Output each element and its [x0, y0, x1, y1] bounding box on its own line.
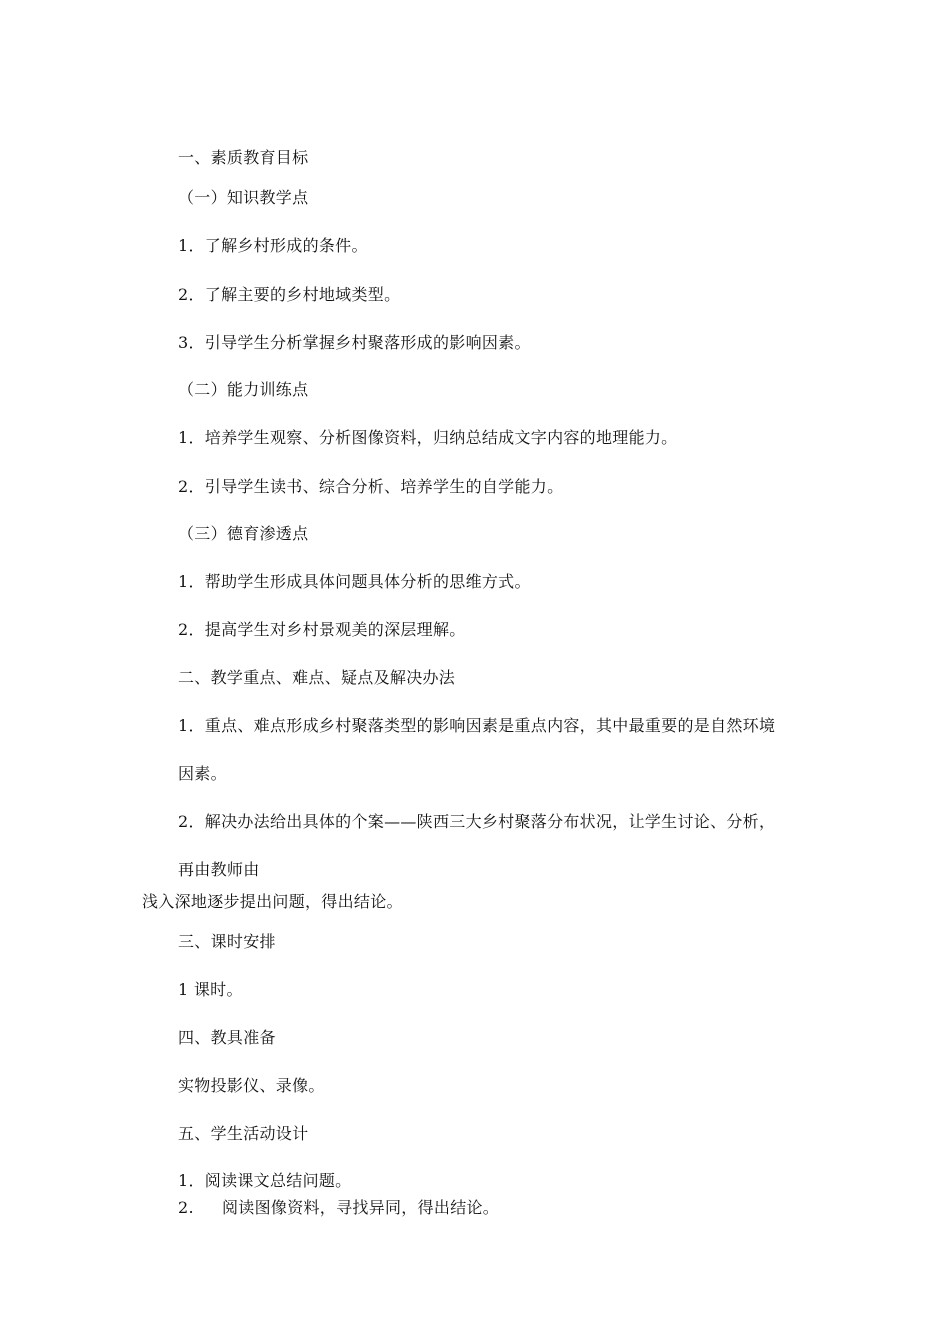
- moral-item-2: 2．提高学生对乡村景观美的深层理解。: [178, 620, 466, 639]
- class-hours: 1 课时。: [178, 980, 243, 999]
- knowledge-item-1: 1．了解乡村形成的条件。: [178, 236, 368, 255]
- subsection-heading-moral: （三）德育渗透点: [178, 524, 309, 543]
- key-points-item-1-cont: 因素。: [178, 764, 227, 783]
- activity-item-2-number: 2.: [178, 1198, 194, 1217]
- solution-item-2-cont: 再由教师由: [178, 860, 260, 879]
- section-heading-2: 二、教学重点、难点、疑点及解决办法: [178, 668, 456, 687]
- subsection-heading-knowledge: （一）知识教学点: [178, 188, 309, 207]
- activity-item-1: 1．阅读课文总结问题。: [178, 1171, 352, 1190]
- activity-item-2-text: 阅读图像资料，寻找异同，得出结论。: [222, 1198, 500, 1217]
- activity-item-2: [178, 1198, 499, 1218]
- section-heading-3: 三、课时安排: [178, 932, 276, 951]
- section-heading-4: 四、教具准备: [178, 1028, 276, 1047]
- knowledge-item-3: 3．引导学生分析掌握乡村聚落形成的影响因素。: [178, 333, 531, 352]
- moral-item-1: 1．帮助学生形成具体问题具体分析的思维方式。: [178, 572, 531, 591]
- solution-item-2-cont-2: 浅入深地逐步提出问题，得出结论。: [142, 892, 403, 911]
- ability-item-2: 2．引导学生读书、综合分析、培养学生的自学能力。: [178, 477, 564, 496]
- subsection-heading-ability: （二）能力训练点: [178, 380, 309, 399]
- section-heading-1: 一、素质教育目标: [178, 148, 309, 167]
- knowledge-item-2: 2．了解主要的乡村地域类型。: [178, 285, 401, 304]
- solution-item-2: 2．解决办法给出具体的个案——陕西三大乡村聚落分布状况，让学生讨论、分析，: [178, 812, 776, 831]
- teaching-aids: 实物投影仪、录像。: [178, 1076, 325, 1095]
- section-heading-5: 五、学生活动设计: [178, 1124, 309, 1143]
- ability-item-1: 1．培养学生观察、分析图像资料，归纳总结成文字内容的地理能力。: [178, 428, 678, 447]
- key-points-item-1: 1．重点、难点形成乡村聚落类型的影响因素是重点内容，其中最重要的是自然环境: [178, 716, 776, 735]
